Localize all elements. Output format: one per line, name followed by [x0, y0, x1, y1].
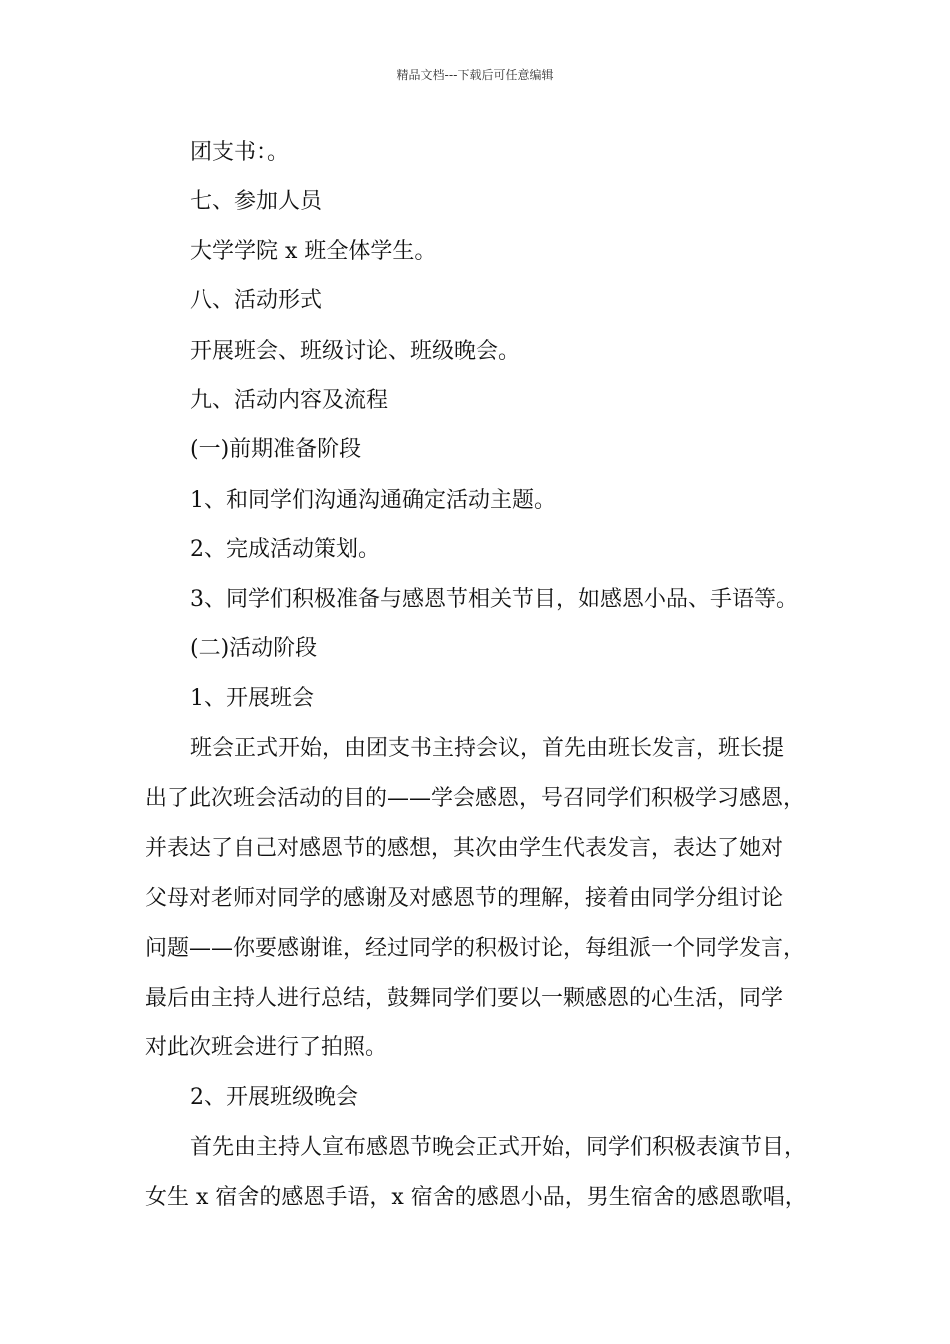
- paragraph-line: 对此次班会进行了拍照。: [145, 1035, 388, 1060]
- paragraph-line: 父母对老师对同学的感谢及对感恩节的理解，接着由同学分组讨论: [145, 886, 784, 911]
- page-header: 精品文档---下载后可任意编辑: [396, 68, 554, 82]
- line-participants: 大学学院 x 班全体学生。: [190, 239, 437, 264]
- line-activity-form: 开展班会、班级讨论、班级晚会。: [190, 339, 521, 364]
- paragraph-line: 最后由主持人进行总结，鼓舞同学们要以一颗感恩的心生活，同学: [145, 986, 784, 1011]
- heading-section-8: 八、活动形式: [190, 288, 323, 313]
- list-item-1: 1、和同学们沟通沟通确定活动主题。: [190, 488, 556, 513]
- list-item-class-party: 2、开展班级晚会: [190, 1085, 358, 1110]
- heading-section-7: 七、参加人员: [190, 189, 323, 214]
- list-item-class-meeting: 1、开展班会: [190, 686, 314, 711]
- paragraph-line: 首先由主持人宣布感恩节晚会正式开始，同学们积极表演节目，: [190, 1135, 807, 1160]
- paragraph-line: 女生 x 宿舍的感恩手语，x 宿舍的感恩小品，男生宿舍的感恩歌唱，: [145, 1185, 807, 1210]
- line-tuanzhishu: 团支书：。: [190, 140, 290, 165]
- subheading-prep-stage: (一)前期准备阶段: [190, 437, 362, 462]
- heading-section-9: 九、活动内容及流程: [190, 388, 389, 413]
- paragraph-line: 并表达了自己对感恩节的感想，其次由学生代表发言，表达了她对: [145, 836, 784, 861]
- paragraph-line: 班会正式开始，由团支书主持会议，首先由班长发言，班长提: [190, 736, 785, 761]
- list-item-3: 3、同学们积极准备与感恩节相关节目，如感恩小品、手语等。: [190, 587, 798, 612]
- list-item-2: 2、完成活动策划。: [190, 537, 380, 562]
- paragraph-line: 出了此次班会活动的目的——学会感恩，号召同学们积极学习感恩，: [145, 786, 806, 811]
- paragraph-line: 问题——你要感谢谁，经过同学的积极讨论，每组派一个同学发言，: [145, 936, 806, 961]
- subheading-activity-stage: (二)活动阶段: [190, 636, 318, 661]
